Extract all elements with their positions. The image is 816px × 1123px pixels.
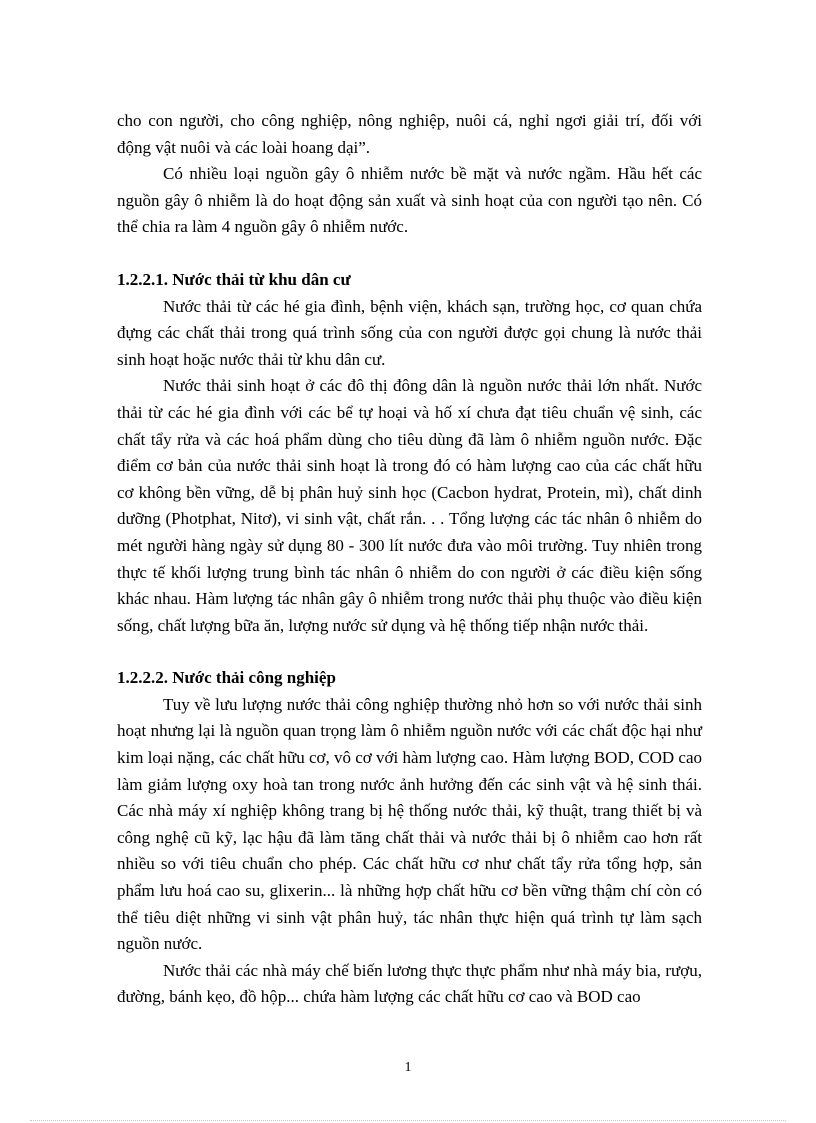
- paragraph-residential-definition: Nước thải từ các hé gia đình, bệnh viện, khách sạn, trường học, cơ quan chứa đựng các chất thải trong quá trình sống của con người được gọi chung là nước thải sinh hoạt hoặc nước thải từ khu dân cư.: [117, 296, 702, 369]
- section-heading-residential-wastewater: 1.2.2.1. Nước thải từ khu dân cư: [117, 269, 351, 289]
- paragraph-intro-continuation: cho con người, cho công nghiệp, nông nghiệp, nuôi cá, nghỉ ngơi giải trí, đối với động vật nuôi và các loài hoang dại”.: [117, 111, 702, 157]
- paragraph-industrial-details: Tuy về lưu lượng nước thải công nghiệp thường nhỏ hơn so với nước thải sinh hoạt nhưng lại là nguồn quan trọng làm ô nhiễm nguồn nước với các chất độc hại như kim loại nặng, các chất hữu cơ, vô cơ với hàm lượng cao. Hàm lượng BOD, COD cao làm giảm lượng oxy hoà tan trong nước ảnh hưởng đến các sinh vật và hệ sinh thái. Các nhà máy xí nghiệp không trang bị hệ thống nước thải, kỹ thuật, trang thiết bị và công nghệ cũ kỹ, lạc hậu đã làm tăng chất thải và nước thải bị ô nhiễm cao hơn rất nhiều so với tiêu chuẩn cho phép. Các chất hữu cơ như chất tẩy rửa tổng hợp, sản phẩm lưu hoá cao su, glixerin... là những hợp chất hữu cơ bền vững thậm chí còn có thể tiêu diệt những vi sinh vật phân huỷ, tác nhân thực hiện quá trình tự làm sạch nguồn nước.: [117, 694, 702, 954]
- page-bottom-divider: [30, 1120, 786, 1121]
- paragraph-pollution-sources: Có nhiều loại nguồn gây ô nhiễm nước bề mặt và nước ngầm. Hầu hết các nguồn gây ô nhiễm là do hoạt động sản xuất và sinh hoạt của con người tạo nên. Có thể chia ra làm 4 nguồn gây ô nhiễm nước.: [117, 164, 702, 237]
- paragraph-food-processing: Nước thải các nhà máy chế biến lương thực thực phẩm như nhà máy bia, rượu, đường, bánh kẹo, đồ hộp... chứa hàm lượng các chất hữu cơ cao và BOD cao: [117, 960, 702, 1007]
- paragraph-residential-details: Nước thải sinh hoạt ở các đô thị đông dân là nguồn nước thải lớn nhất. Nước thải từ các hé gia đình với các bể tự hoại và hố xí chưa đạt tiêu chuẩn vệ sinh, các chất tẩy rửa và các hoá phẩm dùng cho tiêu dùng đã làm ô nhiễm nguồn nước. Đặc điểm cơ bản của nước thải sinh hoạt là trong đó có hàm lượng cao của các chất hữu cơ không bền vững, dễ bị phân huỷ sinh học (Cacbon hydrat, Protein, mì), chất dinh dưỡng (Photphat, Nitơ), vi sinh vật, chất rắn. . . Tổng lượng các tác nhân ô nhiễm do mét người hàng ngày sử dụng 80 - 300 lít nước đưa vào môi trường. Tuy nhiên trong thực tế khối lượng trung bình tác nhân ô nhiễm do con người ở các điều kiện sống khác nhau. Hàm lượng tác nhân gây ô nhiễm trong nước thải phụ thuộc vào điều kiện sống, chất lượng bữa ăn, lượng nước sử dụng và hệ thống tiếp nhận nước thải.: [117, 376, 702, 635]
- section-heading-industrial-wastewater: 1.2.2.2. Nước thải công nghiệp: [117, 668, 336, 688]
- page-number: 1: [404, 1060, 412, 1075]
- page-content: [117, 108, 702, 1011]
